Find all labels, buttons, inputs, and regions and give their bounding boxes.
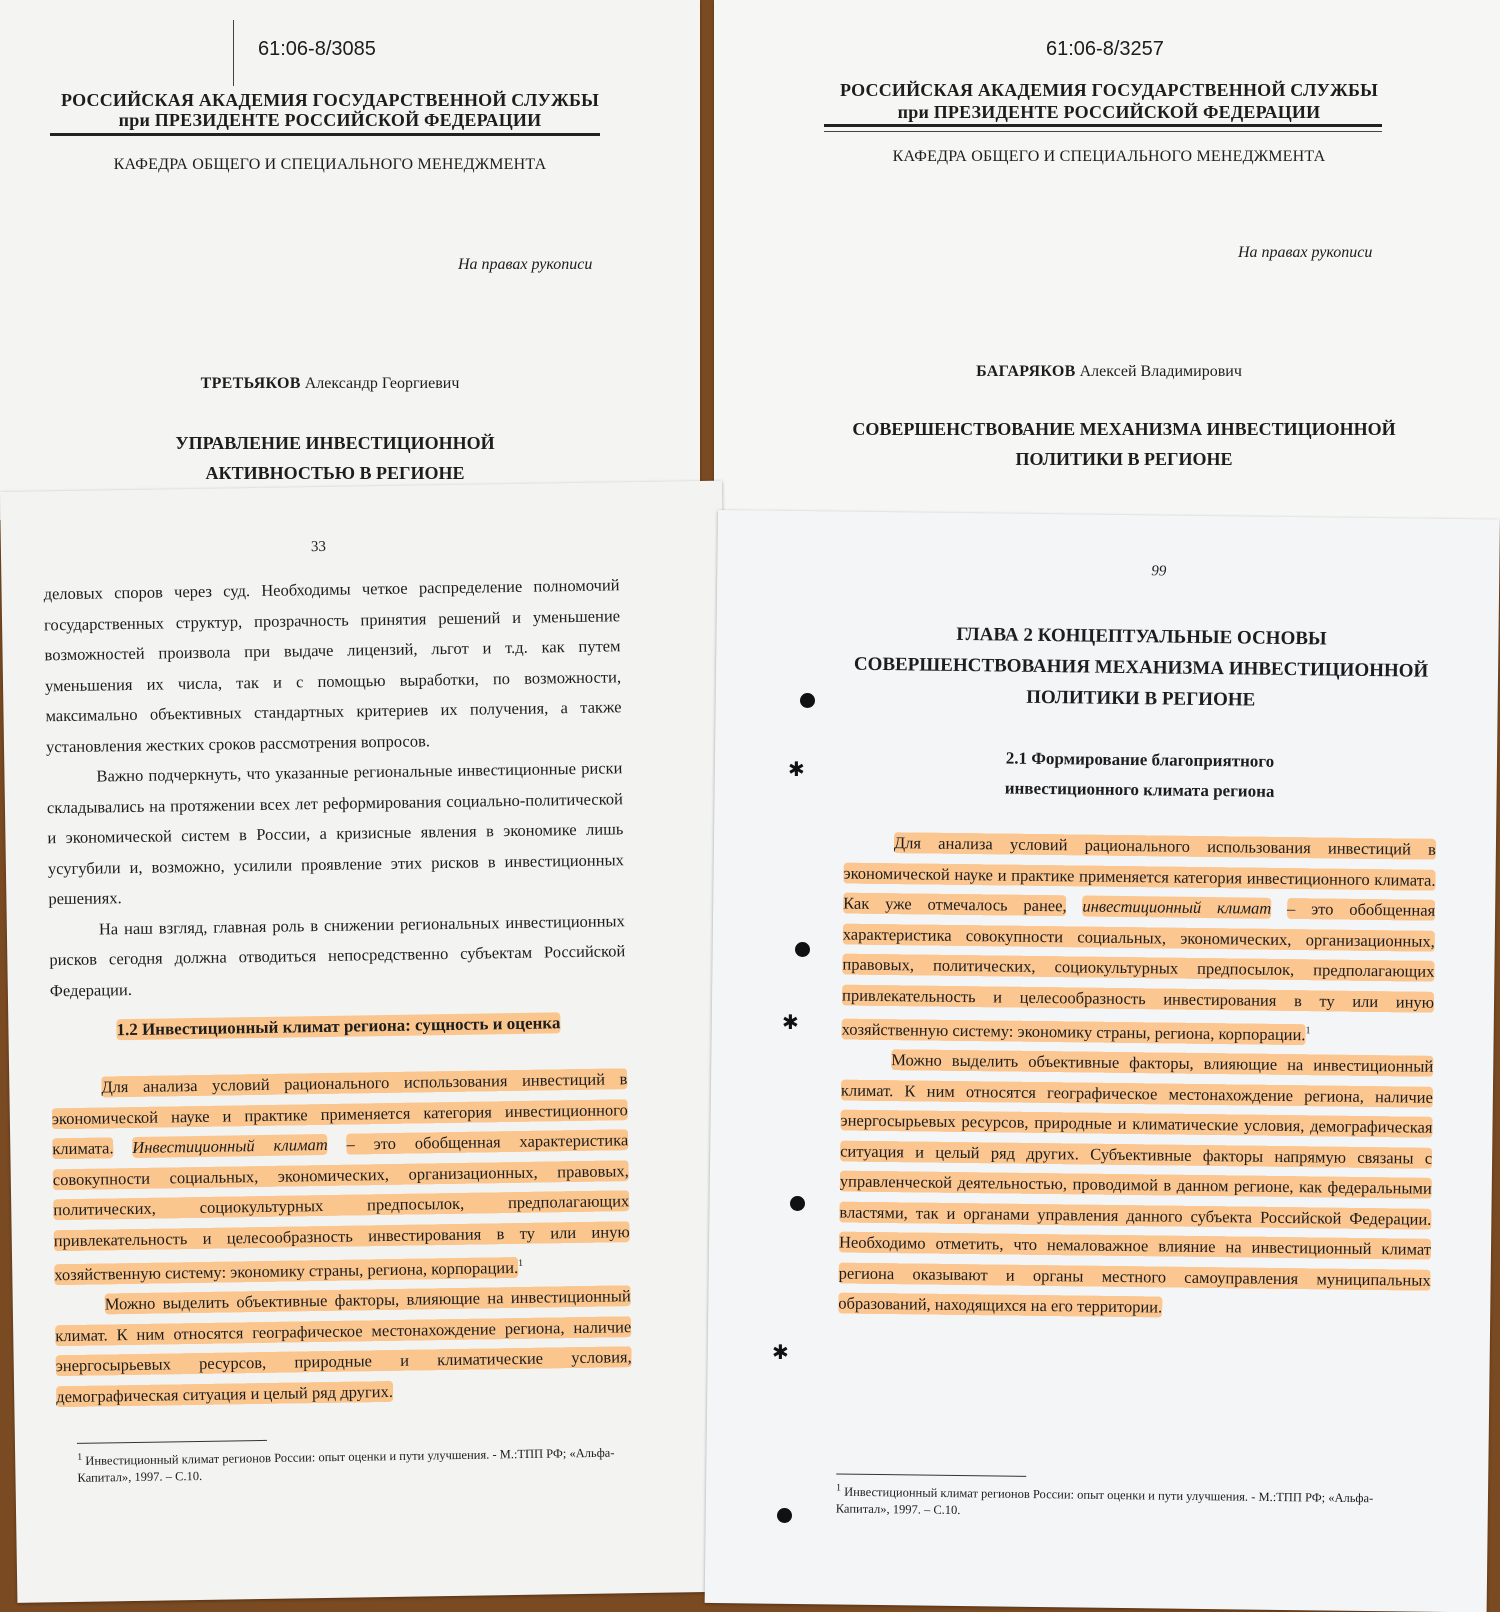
footnote [836, 1480, 1426, 1525]
page-number: 33 [310, 538, 327, 556]
author [814, 363, 1404, 381]
text-block-upper [43, 570, 626, 1006]
paragraph-1-end: – это обобщенная характеристика совокупности социальных, экономических, организационных, правовых, политических, социокультурных предпосылок, предполагающих привлекательность и целесообразность инвестирования в ту или иную хозяйственную систему: экономику страны, региона, корпорации. [841, 898, 1436, 1044]
binder-hole [800, 693, 815, 708]
thesis-title-line2: АКТИВНОСТЬЮ В РЕГИОНЕ [205, 463, 465, 483]
thesis-title-line1: СОВЕРШЕНСТВОВАНИЕ МЕХАНИЗМА ИНВЕСТИЦИОННОЙ [852, 419, 1396, 439]
academy-name-line1: РОССИЙСКАЯ АКАДЕМИЯ ГОСУДАРСТВЕННОЙ СЛУЖБЫ [60, 90, 600, 110]
footnote-text: Инвестиционный климат регионов России: опыт оценки и пути улучшения. - М.:ТПП РФ; «Альфа-Капитал», 1997. – С.10. [77, 1445, 615, 1486]
binder-hole [795, 942, 810, 957]
margin-line [233, 20, 234, 86]
catalog-code: 61:06-8/3085 [258, 38, 376, 60]
paragraph-4-term: Инвестиционный климат [132, 1134, 328, 1158]
chapter-heading-line3: ПОЛИТИКИ В РЕГИОНЕ [1026, 686, 1256, 711]
ink-blot: ✱ [782, 1012, 799, 1034]
footnote-text: Инвестиционный климат регионов России: опыт оценки и пути улучшения. - М.:ТПП РФ; «Альфа-Капитал», 1997. – С.10. [835, 1484, 1374, 1518]
header-rule [824, 124, 1382, 127]
author-surname: БАГАРЯКОВ [976, 363, 1076, 380]
paragraph-4-start: Для анализа условий рационального использования инвестиций в экономической науке и практике применяется категория инвестиционного климата. [51, 1069, 628, 1159]
paragraph-5: Можно выделить объективные факторы, влияющие на инвестиционный климат. К ним относятся географическое местонахождение региона, наличие энергосырьевых ресурсов, природные и климатические условия, демографическая ситуация и целый ряд других. [55, 1286, 632, 1406]
thesis-title-line2: ПОЛИТИКИ В РЕГИОНЕ [1015, 449, 1233, 469]
chapter-heading-line2: СОВЕРШЕНСТВОВАНИЯ МЕХАНИЗМА ИНВЕСТИЦИОННОЙ [853, 653, 1429, 682]
thesis-title [40, 428, 630, 488]
author-given-names: Алексей Владимирович [1079, 363, 1242, 380]
manuscript-note: На правах рукописи [458, 256, 593, 273]
paragraph-1-start: Для анализа условий рационального использования инвестиций в экономической науке и практике применяется категория инвестиционного климата. Как уже отмечалось ранее, [843, 833, 1437, 916]
paragraph-2: Можно выделить объективные факторы, влияющие на инвестиционный климат. К ним относятся географическое местонахождение региона, наличие энергосырьевых ресурсов, природные и климатические условия, демографическая ситуация и целый ряд других. Субъективные факторы напрямую связаны с управленческой деятельностью, проводимой в данном регионе, как федеральными властями, так и органами управления данного субъекта Российской Федерации. Необходимо отметить, что немаловажное влияние на инвестиционный климат региона оказывают и органы местного самоуправления муниципальных образований, находящихся на его территории. [838, 1050, 1434, 1317]
section-heading-line1: 2.1 Формирование благоприятного [1005, 748, 1275, 771]
text-block [838, 828, 1436, 1327]
header-rule [50, 133, 600, 136]
catalog-code: 61:06-8/3257 [1046, 38, 1164, 60]
footnote-number: 1 [77, 1451, 83, 1463]
paragraph-1-term: инвестиционный климат [1082, 896, 1272, 918]
left-cover-page [0, 0, 700, 520]
section-heading-line2: инвестиционного климата региона [1004, 778, 1275, 801]
thesis-title-line1: УПРАВЛЕНИЕ ИНВЕСТИЦИОННОЙ [175, 433, 495, 453]
academy-name-line2: при ПРЕЗИДЕНТЕ РОССИЙСКОЙ ФЕДЕРАЦИИ [118, 110, 542, 130]
author-given-names: Александр Георгиевич [304, 375, 460, 392]
manuscript-note: На правах рукописи [1238, 244, 1373, 261]
right-cover-page [714, 0, 1500, 520]
department-name: КАФЕДРА ОБЩЕГО И СПЕЦИАЛЬНОГО МЕНЕДЖМЕНТА [892, 148, 1326, 165]
section-heading [50, 1012, 626, 1041]
paragraph-3: На наш взгляд, главная роль в снижении региональных инвестиционных рисков сегодня должна отводиться непосредственно субъектам Российской Федерации. [49, 910, 626, 1000]
ink-blot: ✱ [788, 759, 805, 781]
header-rule-thin [824, 131, 1382, 132]
binder-hole [790, 1196, 805, 1211]
ink-blot: ✱ [772, 1342, 789, 1364]
left-text-page [0, 481, 739, 1603]
paragraph-1: деловых споров через суд. Необходимы четкое распределение полномочий государственных структур, прозрачность принятия решений и уменьшение возможностей произвола при выдаче лицензий, льгот и т.д. как путем уменьшения их числа, так и с помощью выработки, по возможности, максимально объективных стандартных критериев их получения, а также установления жестких сроков рассмотрения вопросов. [43, 575, 622, 756]
academy-name-line2: при ПРЕЗИДЕНТЕ РОССИЙСКОЙ ФЕДЕРАЦИИ [897, 102, 1321, 122]
author-surname: ТРЕТЬЯКОВ [200, 375, 301, 392]
chapter-heading [846, 618, 1437, 718]
footnote-number: 1 [835, 1482, 842, 1494]
paragraph-4-end: – это обобщенная характеристика совокупности социальных, экономических, организационных, правовых, политических, социокультурных предпосылок, предполагающих привлекательность и целесообразность инвестирования в ту или иную хозяйственную систему: экономику страны, региона, корпорации. [52, 1130, 630, 1284]
footnote-rule [836, 1474, 1026, 1477]
footnote-rule [77, 1440, 267, 1444]
page-number: 99 [1151, 563, 1167, 580]
chapter-heading-line1: ГЛАВА 2 КОНЦЕПТУАЛЬНЫЕ ОСНОВЫ [956, 623, 1327, 650]
binder-hole [777, 1508, 792, 1523]
footnote [77, 1440, 654, 1487]
right-text-page [705, 510, 1500, 1612]
author [40, 375, 620, 393]
paragraph-2: Важно подчеркнуть, что указанные региональные инвестиционные риски складывались на протяжении всех лет реформирования социально-политической и экономической систем в России, а кризисные явления в экономике лишь усугубили и, возможно, усилили проявление этих рисков в инвестиционных решениях. [46, 758, 624, 909]
thesis-title [834, 414, 1414, 474]
academy-name-line1: РОССИЙСКАЯ АКАДЕМИЯ ГОСУДАРСТВЕННОЙ СЛУЖБЫ [839, 80, 1379, 100]
department-name: КАФЕДРА ОБЩЕГО И СПЕЦИАЛЬНОГО МЕНЕДЖМЕНТА [113, 156, 547, 173]
text-block-lower [51, 1064, 632, 1412]
section-heading-text: 1.2 Инвестиционный климат региона: сущность и оценка [116, 1013, 561, 1040]
section-heading [844, 742, 1435, 809]
footnote-mark: 1 [1305, 1025, 1311, 1037]
footnote-mark: 1 [517, 1257, 524, 1269]
